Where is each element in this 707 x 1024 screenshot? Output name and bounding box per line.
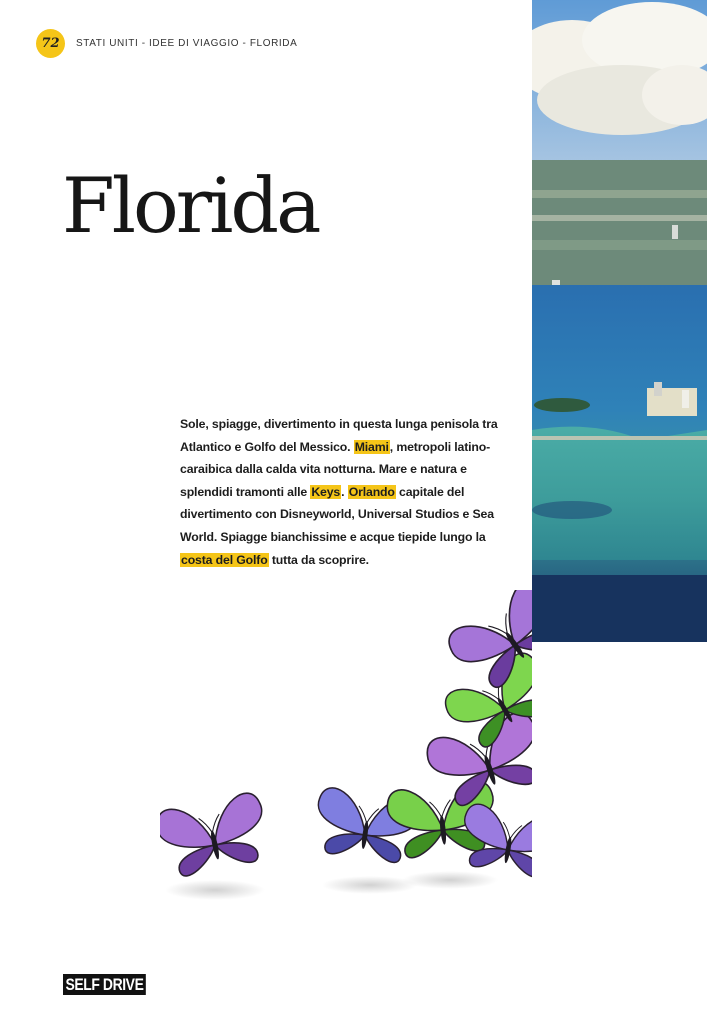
aerial-photo <box>532 0 707 642</box>
running-header: STATI UNITI - IDEE DI VIAGGIO - FLORIDA <box>76 38 298 49</box>
intro-text: capitale del divertimento con Disneyworld, Universal Studios e Sea World. Spiagge bianchissime e acque tiepide lungo la <box>180 484 494 544</box>
intro-text: . <box>341 484 348 499</box>
purple-butterfly <box>423 709 532 812</box>
intro-text: tutta da scoprire. <box>268 552 369 567</box>
page-title: Florida <box>62 161 319 250</box>
purple-butterfly <box>160 791 272 880</box>
highlight-keys: Keys <box>311 484 341 499</box>
highlight-costa-del-golfo: costa del Golfo <box>181 552 268 567</box>
butterflies-illustration <box>160 590 532 905</box>
brand-label: SELF DRIVE <box>63 974 146 995</box>
intro-paragraph <box>180 413 515 571</box>
intro-text: , metropoli latino-caraibica dalla calda vita notturna. Mare e natura e splendidi tramonti alle <box>180 439 491 499</box>
intro-text: Sole, spiagge, divertimento in questa lunga penisola tra Atlantico e Golfo del Messico. <box>180 417 498 454</box>
highlight-miami: Miami <box>354 439 389 454</box>
page-number-badge: 72 <box>36 29 65 58</box>
highlight-orlando: Orlando <box>348 484 395 499</box>
